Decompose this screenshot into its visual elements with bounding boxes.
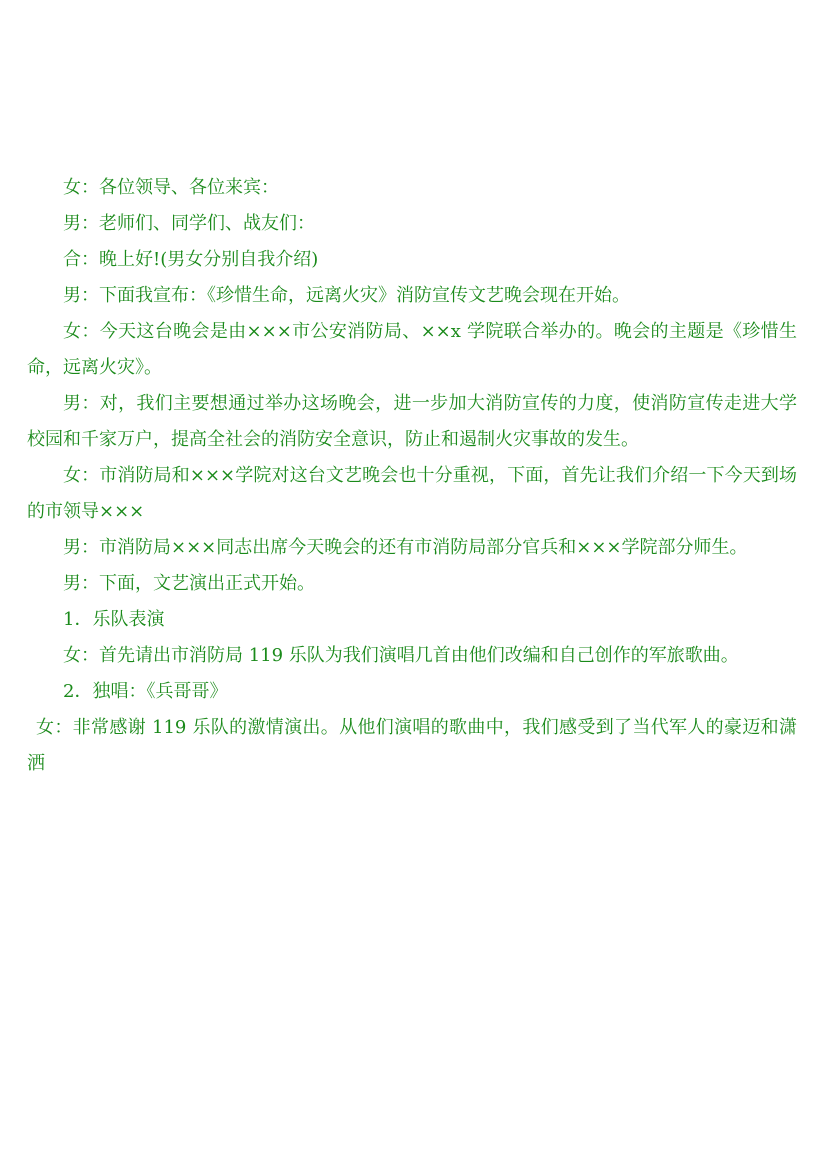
paragraph: 女：非常感谢 119 乐队的激情演出。从他们演唱的歌曲中，我们感受到了当代军人的豪迈和潇洒 — [27, 717, 797, 774]
paragraph: 女：市消防局和×××学院对这台文艺晚会也十分重视，下面，首先让我们介绍一下今天到场的市领导××× — [27, 465, 797, 522]
paragraph: 男：市消防局×××同志出席今天晚会的还有市消防局部分官兵和×××学院部分师生。 — [63, 537, 748, 558]
paragraph: 合：晚上好!(男女分别自我介绍) — [63, 249, 319, 270]
paragraph: 女：首先请出市消防局 119 乐队为我们演唱几首由他们改编和自己创作的军旅歌曲。 — [63, 645, 739, 666]
document-body — [27, 170, 797, 782]
list-item: 2．独唱：《兵哥哥》 — [63, 681, 228, 702]
paragraph: 男：对，我们主要想通过举办这场晚会，进一步加大消防宣传的力度，使消防宣传走进大学校园和千家万户，提高全社会的消防安全意识，防止和遏制火灾事故的发生。 — [27, 393, 797, 450]
paragraph: 男：下面我宣布：《珍惜生命，远离火灾》消防宣传文艺晚会现在开始。 — [63, 285, 630, 306]
paragraph: 女：今天这台晚会是由×××市公安消防局、××x 学院联合举办的。晚会的主题是《珍惜生命，远离火灾》。 — [27, 321, 797, 378]
paragraph: 男：下面，文艺演出正式开始。 — [63, 573, 315, 594]
list-item: 1．乐队表演 — [63, 609, 165, 630]
paragraph: 女：各位领导、各位来宾： — [63, 177, 279, 198]
paragraph: 男：老师们、同学们、战友们： — [63, 213, 315, 234]
